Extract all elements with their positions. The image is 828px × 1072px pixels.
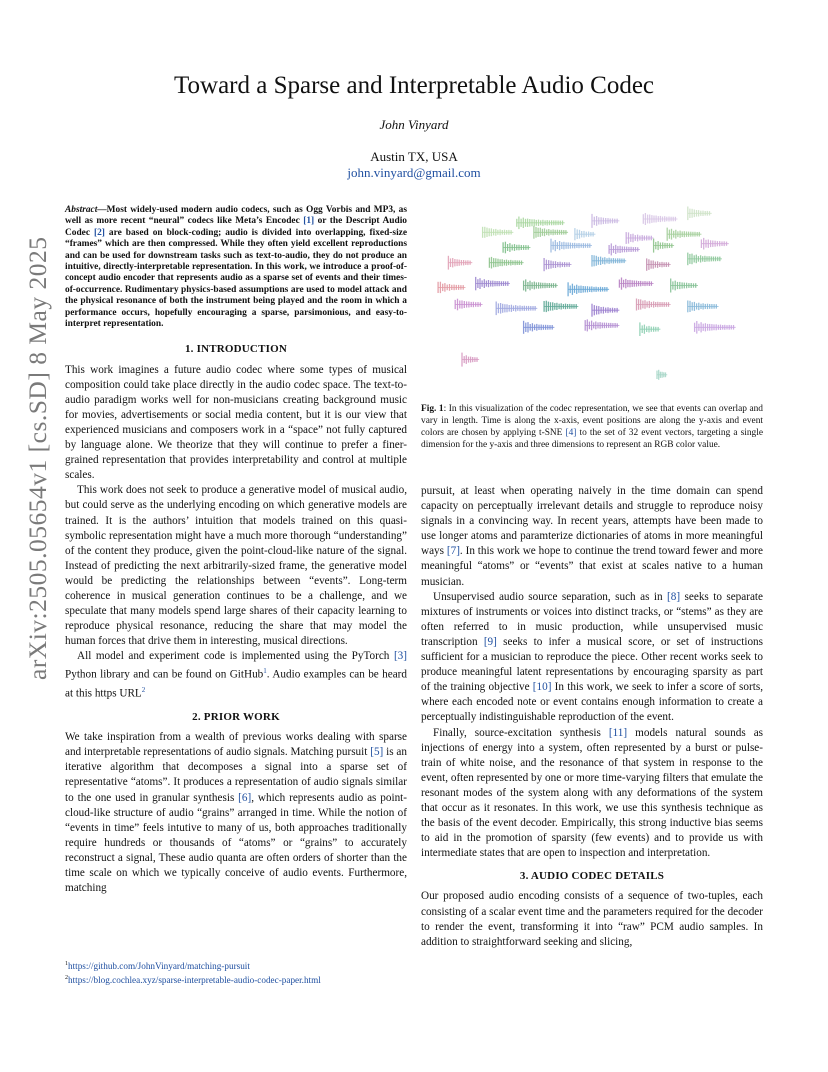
intro-paragraph	[65, 649, 407, 702]
event-mark	[585, 319, 619, 331]
prior-text: pursuit, at least when operating naively in the time domain can spend capacity on perceptually irrelevant details and struggle to reproduce noisy signals in a convincing way. In recent years, attempts have been made to use longer atoms and paramterize dictionaries of atoms in more meaningful ways	[421, 485, 763, 558]
author-name: John Vinyard	[379, 117, 449, 132]
event-mark	[688, 207, 712, 221]
prior-text: is an iterative algorithm that decomposes a signal into a sparse set of representative “atoms”. It produces a representation of audio signals similar to the one used in granular synthesis	[65, 746, 407, 804]
event-mark	[636, 299, 670, 311]
event-mark	[462, 353, 479, 367]
prior-text: Finally, source-excitation synthesis	[433, 726, 609, 739]
event-mark	[695, 321, 736, 334]
event-mark	[701, 238, 728, 250]
intro-text: . Audio examples can be heard at this https URL	[65, 669, 407, 700]
event-mark	[517, 217, 565, 230]
prior-text: In this work, we seek to infer a score of sorts, where each encoded note or event contains enough information to create a perceptually indistinguishable reproduction of the event.	[421, 681, 763, 724]
event-mark	[626, 232, 653, 244]
event-mark	[448, 256, 472, 270]
event-scatter-plot	[421, 200, 763, 390]
event-mark	[592, 304, 619, 317]
prior-text: We take inspiration from a wealth of previous works dealing with sparse and interpretable representations of audio signals. Matching pursuit	[65, 731, 407, 759]
footnote-mark[interactable]: 2	[141, 686, 146, 695]
citation-link[interactable]: [2]	[94, 227, 105, 238]
prior-work-paragraph	[421, 590, 763, 726]
event-mark	[667, 228, 701, 241]
footnote-number: 2	[65, 975, 68, 982]
footnote-url-link[interactable]: https://blog.cochlea.xyz/sparse-interpretable-audio-codec-paper.html	[68, 975, 321, 986]
citation-link[interactable]: [3]	[393, 650, 407, 663]
figure-label: Fig. 1	[421, 404, 444, 414]
event-mark	[524, 279, 558, 291]
right-column	[421, 484, 763, 950]
event-mark	[592, 255, 626, 267]
citation-link[interactable]: [5]	[370, 746, 384, 759]
author-location: Austin TX, USA	[370, 149, 458, 164]
figure-codec-visualization	[421, 200, 763, 390]
event-mark	[592, 214, 619, 228]
footnote-url-link[interactable]: https://github.com/JohnVinyard/matching-pursuit	[68, 961, 250, 972]
abstract-text: Most widely-used modern audio codecs, such as Ogg Vorbis and MP3, as well as more recent “neural” codecs like Meta’s Encodec	[65, 205, 407, 227]
author-affiliation	[60, 149, 768, 181]
footnote-number: 1	[65, 961, 68, 967]
citation-link[interactable]: [6]	[238, 791, 252, 804]
prior-text: Unsupervised audio source separation, such as in	[433, 590, 668, 603]
caption-text: to the set of 32 event vectors, targeting a single dimension for the y-axis and three dimensions to represent an RGB color value.	[421, 427, 763, 450]
abstract-dash: —	[97, 205, 107, 215]
section-heading-audio-codec-details: 3. AUDIO CODEC DETAILS	[519, 870, 665, 883]
prior-work-paragraph	[421, 726, 763, 862]
event-mark	[688, 301, 719, 313]
prior-text: . In this work we hope to continue the trend toward fewer and more meaningful “atoms” or “events” that exist at scales native to a human musician.	[421, 545, 763, 588]
event-mark	[647, 258, 671, 270]
section-heading-prior-work: 2. PRIOR WORK	[192, 711, 280, 724]
event-mark	[657, 370, 667, 380]
event-mark	[619, 278, 653, 290]
paper-title: Toward a Sparse and Interpretable Audio Codec	[173, 72, 655, 99]
left-column	[65, 205, 407, 896]
event-mark	[438, 282, 465, 293]
abstract	[65, 205, 407, 330]
event-mark	[643, 213, 677, 225]
event-mark	[489, 257, 523, 269]
section-heading-introduction: 1. INTRODUCTION	[184, 343, 287, 356]
prior-work-paragraph	[421, 484, 763, 590]
prior-text: models natural sounds as injections of energy into a system, often represented by a burst or pulse-train of white noise, and the resonance of that system in response to the event, often represented by one or more time-varying filters that emulate the resonant modes of the system along with any deformations of the system that occur as it resonates. In this work, we use this synthesis technique as the basis of the event decoder. Empirically, this strong inductive bias seems to aid in the promotion of sparsity (few events) and to provide us with intermediate states that are open to inspection and interpretation.	[421, 726, 764, 860]
abstract-label: Abstract	[65, 205, 98, 215]
citation-link[interactable]: [9]	[483, 635, 497, 648]
prior-text: seeks to separate mixtures of instruments or voices into distinct tracks, or “stems” as they are often referred to in music production, while unsupervised music transcription	[421, 590, 764, 648]
footnote-1	[65, 958, 407, 972]
event-mark	[483, 227, 514, 238]
event-mark	[609, 243, 640, 255]
event-mark	[568, 282, 609, 296]
citation-link[interactable]: [7]	[446, 545, 460, 558]
event-mark	[503, 242, 530, 254]
intro-paragraph: This work does not seek to produce a generative model of musical audio, but could serve as the underlying encoding on which generative models are trained. It is the authors’ intuition that models trained on this quasi-symbolic representation might have a much more thorough “understanding” of the content they produce, given the point-cloud-like nature of the signal. Instead of predicting the next arbitrarily-sized frame, the generative model would be predicting the relationships between “events”. Long-term coherence in musical generation continues to be a challenge, and we speculate that many models spend large shares of their capacity learning to reproduce physical resonance, reducing the share that may model the human forces that drive them in interesting, musical directions.	[65, 484, 407, 648]
citation-link[interactable]: [10]	[532, 681, 552, 694]
event-mark	[575, 228, 596, 240]
author-email-link[interactable]: john.vinyard@gmail.com	[347, 165, 481, 180]
intro-paragraph: This work imagines a future audio codec where some types of musical composition could take place directly in the audio codec space. The text-to-audio paradigm works well for non-musicians creating background music for movies, advertisements or social media content, but it is our view that experienced musicians and composers work in a “space” not fully captured by language alone. We theorize that they will continue to prefer a finer-grained representation that provides interpretability and control at multiple scales.	[65, 363, 407, 482]
citation-link[interactable]: [1]	[303, 216, 315, 227]
event-mark	[688, 253, 722, 266]
footnotes	[65, 958, 407, 986]
event-mark	[671, 279, 698, 293]
caption-text: : In this visualization of the codec representation, we see that events can overlap and vary in length. Time is along the x-axis, event positions are along the y-axis and event colors are chosen by applying t-SNE	[421, 404, 763, 438]
footnote-mark[interactable]: 1	[263, 667, 267, 676]
intro-text: Python library and can be found on GitHub	[65, 669, 264, 682]
arxiv-identifier[interactable]: arXiv:2505.05654v1 [cs.SD] 8 May 2025	[23, 236, 52, 680]
prior-text: , which represents audio as point-cloud-like structure of audio “grains” arranged in time. While the notion of “events in time” feels intutive to many of us, both approaches traditionally require hundreds or thousands of “atoms” or “grains” to accurately reconstruct a signal, These audio quanta are often orders of shorter than the time scale on which we typically conceive of audio events. Furthermore, matching	[65, 791, 407, 895]
codec-paragraph: Our proposed audio encoding consists of a sequence of two-tuples, each consisting of a scalar event time and the parameters required for the decoder to render the event, transforming it into “raw” PCM audio samples. In addition to straightforward seeking and slicing,	[421, 890, 763, 948]
intro-text: All model and experiment code is implemented using the PyTorch	[77, 650, 394, 663]
event-mark	[534, 226, 568, 239]
citation-link[interactable]: [4]	[565, 427, 577, 438]
event-mark	[455, 299, 482, 311]
event-mark	[551, 239, 592, 253]
figure-caption	[421, 404, 763, 452]
event-mark	[640, 322, 661, 336]
prior-text: seeks to infer a musical score, or set of instructions sufficient for a musician to reproduce the piece. Other recent works seek to produce meaningful latent representations by encouraging sparsity as part of the training objective	[421, 635, 763, 694]
event-mark	[524, 321, 555, 334]
event-mark	[476, 277, 510, 290]
abstract-text: or the Descript Audio Codec	[65, 216, 407, 238]
footnote-2	[65, 972, 407, 986]
event-mark	[544, 258, 571, 271]
event-mark	[654, 239, 675, 253]
prior-work-paragraph	[65, 730, 407, 896]
event-mark	[544, 301, 578, 312]
citation-link[interactable]: [8]	[667, 590, 681, 603]
abstract-text: are based on block-coding; audio is divided into overlapping, fixed-size “frames” which are then compressed. While they often yield excellent reproductions and can be used for downstream tasks such as text-to-audio, they do not produce an intuitive, directly-interpretable representation. In this work, we introduce a proof-of-concept audio encoder that represents audio as a sparse set of events and their times-of-occurrence. Rudimentary physics-based assumptions are used to model attack and the physical resonance of both the instrument being played and the room in which a performance occurs, hopefully encouraging a sparse, parsimonious, and easy-to-interpret representation.	[65, 227, 407, 330]
event-mark	[496, 302, 537, 316]
citation-link[interactable]: [11]	[608, 726, 628, 739]
